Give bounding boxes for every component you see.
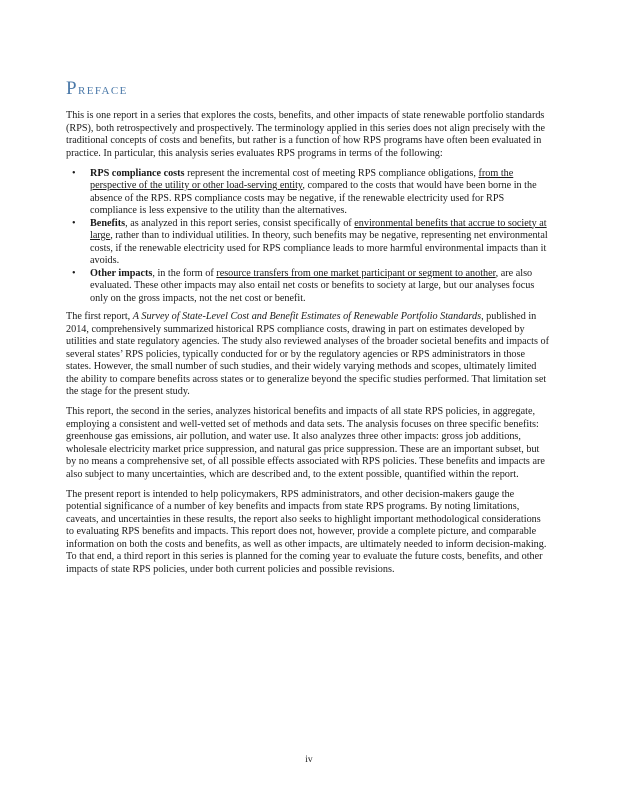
bullet-icon: • [72, 217, 76, 229]
item-text: , as analyzed in this report series, consist specifically of [125, 217, 355, 229]
underlined-phrase: environmental benefits that accrue to society at large [90, 217, 547, 241]
second-report-paragraph: This report, the second in the series, analyzes historical benefits and impacts of all state RPS policies, in aggregate, employing a consistent and well-vetted set of methods and data sets. The analysis focuses on three specific benefits: greenhouse gas emissions, air pollution, and water use. It also analyzes three other impacts: gross job additions, wholesale electricity market price suppression, and natural gas price suppression. These are an important subset, but by no means a comprehensive set, of all possible effects associated with RPS policies. These benefits and impacts are also subject to many uncertainties, which are described and, to the extent possible, quantified within the report. [66, 406, 545, 480]
underlined-phrase: resource transfers from one market participant or segment to another [216, 267, 496, 279]
item-text: , compared to the costs that would have been borne in the absence of the RPS. RPS compliance costs may be negative, if the renewable electricity used for RPS compliance is less expensive to the utility than the alternatives. [90, 180, 537, 216]
paragraph-text: The first report, [66, 311, 133, 322]
heading-initial: P [66, 78, 78, 99]
purpose-paragraph: The present report is intended to help policymakers, RPS administrators, and other decision-makers gauge the potential significance of a number of key benefits and impacts from state RPS programs. By noting limitations, caveats, and uncertainties in these results, the report also seeks to highlight important methodological considerations to evaluating RPS benefits and impacts. This report does not, however, provide a complete picture, and comparable information on both the costs and benefits, as well as other impacts, are ultimately needed to inform decision-making. To that end, a third report in this series is planned for the coming year to evaluate the future costs, benefits, and other impacts of state RPS policies, under both current policies and possible revisions. [66, 488, 547, 575]
heading-rest: reface [77, 82, 128, 98]
item-text: , are also evaluated. These other impacts may also entail net costs or benefits to society at large, but our analyses focus only on the gross impacts, not the net cost or benefit. [90, 267, 535, 304]
intro-paragraph: This is one report in a series that explores the costs, benefits, and other impacts of state renewable portfolio standards (RPS), both retrospectively and prospectively. The terminology applied in this series does not align precisely with the traditional concepts of costs and benefits, but rather is a function of how RPS programs have often been evaluated in practice. In particular, this analysis series evaluates RPS programs in terms of the following: [66, 110, 545, 159]
term-other-impacts: Other impacts [90, 267, 153, 279]
definition-list [66, 168, 550, 306]
list-item [66, 218, 550, 268]
section-heading [66, 78, 128, 100]
item-text: , in the form of [152, 267, 217, 279]
paragraph-text: , published in 2014, comprehensively summarized historical RPS compliance costs, drawing in part on estimates developed by utilities and state regulatory agencies. The study also reviewed analyses of the broader societal benefits and impacts of several states’ RPS policies, typically conducted for or by the regulatory agencies or RPS administrators in those states. However, the small number of such studies, and their widely varying methods and scopes, ultimately limited the ability to compare benefits across states or to generalize beyond the specific studies performed. That limitation set the stage for the present study. [66, 311, 549, 397]
bullet-icon: • [72, 267, 76, 279]
list-item [66, 168, 550, 218]
body-text [66, 110, 550, 584]
term-compliance-costs: RPS compliance costs [90, 167, 185, 179]
list-item [66, 268, 550, 306]
first-report-paragraph [66, 311, 550, 399]
underlined-phrase: from the perspective of the utility or other load-serving entity [90, 167, 514, 191]
term-benefits: Benefits [90, 217, 126, 229]
item-text: , rather than to individual utilities. In theory, such benefits may be negative, representing net environmental costs, if the renewable electricity used for RPS compliance leads to more harmful environmental impacts than it avoids. [90, 230, 548, 266]
page-number: iv [305, 755, 313, 765]
report-title: A Survey of State-Level Cost and Benefit Estimates of Renewable Portfolio Standards [132, 311, 482, 322]
bullet-icon: • [72, 167, 76, 179]
item-text: represent the incremental cost of meeting RPS compliance obligations, [184, 167, 479, 179]
